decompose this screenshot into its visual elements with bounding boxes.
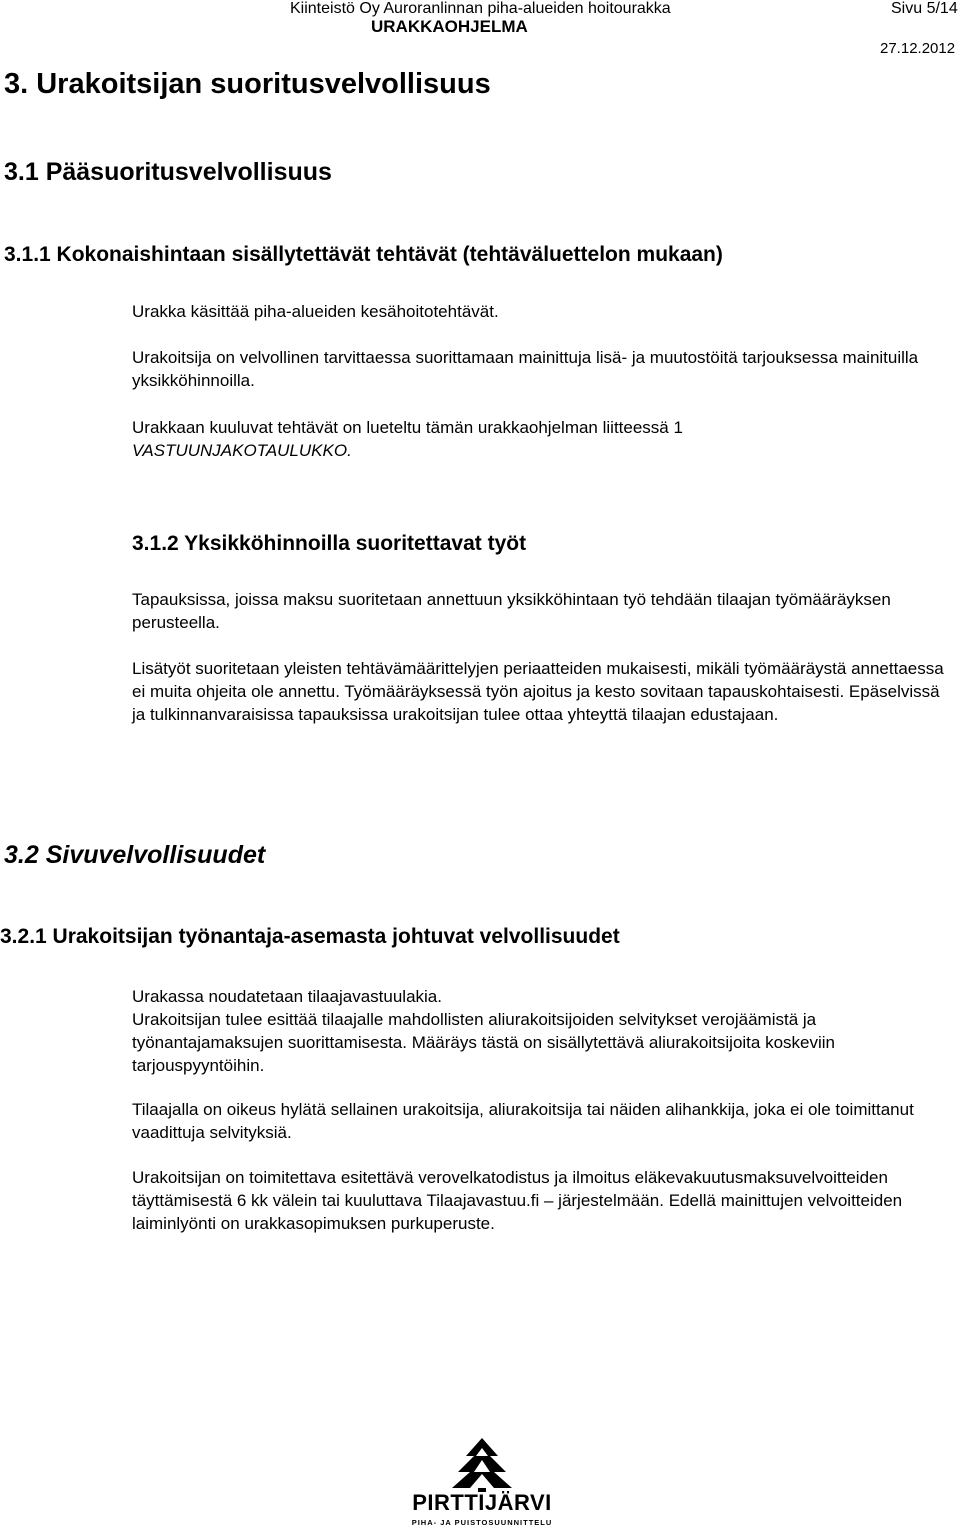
company-logo [396, 1434, 566, 1531]
section-3-2-1-body-3 [132, 1166, 932, 1235]
header-company: Kiinteistö Oy Auroranlinnan piha-alueiden hoitourakka [290, 0, 671, 17]
paragraph: Urakoitsija on velvollinen tarvittaessa suorittamaan mainittuja lisä- ja muutostöitä tarjouksessa mainituilla yksikköhinnoilla. [132, 348, 919, 390]
section-3-1-1-heading: 3.1.1 Kokonaishintaan sisällytettävät tehtävät (tehtäväluettelon mukaan) [4, 243, 723, 266]
header-program-title: URAKKAOHJELMA [371, 17, 528, 36]
section-3-heading: 3. Urakoitsijan suoritusvelvollisuus [4, 68, 491, 100]
section-3-1-2-heading: 3.1.2 Yksikköhinnoilla suoritettavat työt [132, 532, 527, 555]
paragraph: Tapauksissa, joissa maksu suoritetaan annettuun yksikköhintaan työ tehdään tilaajan työmääräyksen perusteella. [132, 590, 891, 632]
section-3-2-heading: 3.2 Sivuvelvollisuudet [4, 841, 266, 869]
logo-brand-name: PIRTTIJÄRVI [412, 1490, 552, 1515]
paragraph: Urakoitsijan tulee esittää tilaajalle mahdollisten aliurakoitsijoiden selvitykset verojäämistä ja työnantajamaksujen suorittamisesta. Määräys tästä on sisällytettävä aliurakoitsijoita koskeviin tarjouspyyntöihin. [132, 1010, 835, 1075]
section-3-2-1-body-2 [132, 1098, 957, 1144]
paragraph: Urakka käsittää piha-alueiden kesähoitotehtävät. [132, 302, 499, 321]
logo-subtitle: PIHA- JA PUISTOSUUNNITTELU [411, 1518, 553, 1527]
header-date: 27.12.2012 [880, 40, 956, 57]
header-page-number: Sivu 5/14 [891, 0, 958, 17]
section-3-1-1-body-3 [132, 416, 960, 462]
section-3-1-2-body-2 [132, 657, 952, 726]
pine-tree-icon [396, 1434, 566, 1494]
paragraph: Urakkaan kuuluvat tehtävät on lueteltu tämän urakkaohjelman liitteessä 1 [132, 418, 683, 437]
section-3-1-heading: 3.1 Pääsuoritusvelvollisuus [4, 158, 332, 186]
section-3-1-1-body-2 [132, 346, 960, 392]
paragraph: Urakoitsijan on toimitettava esitettävä verovelkatodistus ja ilmoitus eläkevakuutusmaksuvelvoitteiden täyttämisestä 6 kk välein tai kuuluttava Tilaajavastuu.fi – järjestelmään. Edellä mainittujen velvoitteiden laiminlyönti on urakkasopimuksen purkuperuste. [132, 1168, 903, 1233]
section-3-2-1-body [132, 985, 957, 1077]
paragraph: Lisätyöt suoritetaan yleisten tehtävämäärittelyjen periaatteiden mukaisesti, mikäli työmääräystä annettaessa ei muita ohjeita ole annettu. Työmääräyksessä työn ajoitus ja kesto sovitaan tapauskohtaisesti. Epäselvissä ja tulkinnanvaraisissa tapauksissa urakoitsijan tulee ottaa yhteyttä tilaajan edustajaan. [132, 659, 944, 724]
appendix-reference: VASTUUNJAKOTAULUKKO. [132, 441, 352, 460]
section-3-1-2-body [132, 588, 892, 634]
section-3-2-1-heading: 3.2.1 Urakoitsijan työnantaja-asemasta johtuvat velvollisuudet [0, 925, 620, 948]
paragraph: Urakassa noudatetaan tilaajavastuulakia. [132, 987, 442, 1006]
paragraph: Tilaajalla on oikeus hylätä sellainen urakoitsija, aliurakoitsija tai näiden alihankkija, joka ei ole toimittanut vaadittuja selvityksiä. [132, 1100, 914, 1142]
section-3-1-1-body [132, 300, 960, 323]
